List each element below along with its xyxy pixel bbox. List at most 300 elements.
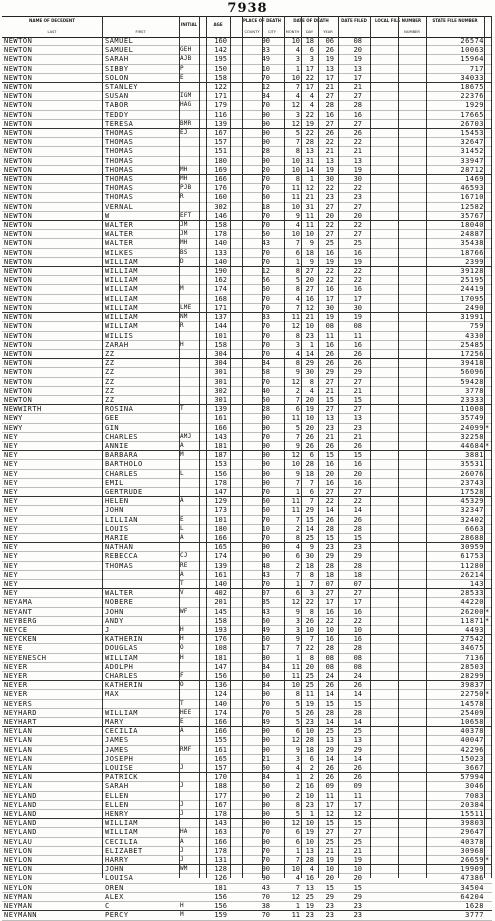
first-name: WILLIAM xyxy=(105,267,139,276)
initials: WM xyxy=(180,865,188,873)
date-filed: 24 xyxy=(353,672,362,681)
death-day: 8 xyxy=(309,570,314,579)
county-code: 43 xyxy=(261,883,270,892)
last-name: NEWTON xyxy=(4,276,33,285)
table-row xyxy=(2,230,492,239)
death-day: 13 xyxy=(305,846,314,855)
death-month: 3 xyxy=(295,754,300,763)
initials: MH xyxy=(180,175,188,183)
death-day: 23 xyxy=(305,911,314,920)
first-name: THOMAS xyxy=(105,156,134,165)
last-name: NEYLAN xyxy=(4,736,33,745)
death-day: 26 xyxy=(305,616,314,625)
county-code: 70 xyxy=(261,892,270,901)
table-row xyxy=(2,111,492,120)
first-name: THOMAS xyxy=(105,184,134,193)
death-month: 9 xyxy=(295,745,300,754)
initials: F xyxy=(180,672,184,680)
death-year: 30 xyxy=(325,303,334,312)
initials: AMJ xyxy=(180,432,192,440)
death-month: 10 xyxy=(291,156,300,165)
table-row xyxy=(2,120,492,129)
county-code: 90 xyxy=(261,469,270,478)
last-name: NEWTON xyxy=(4,101,33,110)
first-name: TEDDY xyxy=(105,110,129,119)
death-day: 1 xyxy=(309,175,314,184)
table-row xyxy=(2,635,492,644)
table-row xyxy=(2,838,492,847)
table-row xyxy=(2,184,492,193)
header-month: MONTH xyxy=(285,30,300,34)
table-row xyxy=(2,911,492,920)
first-name: WILLIAM xyxy=(105,294,139,303)
death-month: 7 xyxy=(295,395,300,404)
date-filed: 29 xyxy=(353,745,362,754)
death-year: 15 xyxy=(325,395,334,404)
death-year: 28 xyxy=(325,708,334,717)
last-name: NEWTON xyxy=(4,267,33,276)
death-year: 26 xyxy=(325,359,334,368)
county-code: 70 xyxy=(261,377,270,386)
age: 166 xyxy=(214,533,227,542)
death-day: 28 xyxy=(305,138,314,147)
age: 174 xyxy=(214,552,227,561)
death-year: 26 xyxy=(325,773,334,782)
death-month: 11 xyxy=(291,911,300,920)
date-filed: 22 xyxy=(353,276,362,285)
table-row xyxy=(2,819,492,828)
death-month: 11 xyxy=(291,497,300,506)
age: 304 xyxy=(214,359,227,368)
initials: J xyxy=(180,782,184,790)
age: 146 xyxy=(214,211,227,220)
county-code: 90 xyxy=(261,791,270,800)
county-code: 33 xyxy=(261,46,270,55)
initials: M xyxy=(180,451,184,459)
death-year: 19 xyxy=(325,856,334,865)
date-filed: 13 xyxy=(353,414,362,423)
last-name: NEYCKEN xyxy=(4,635,38,644)
death-day: 11 xyxy=(305,211,314,220)
date-filed: 27 xyxy=(353,119,362,128)
table-row xyxy=(2,782,492,791)
first-name: CHARLES xyxy=(105,672,139,681)
death-day: 6 xyxy=(309,754,314,763)
age: 139 xyxy=(214,119,227,128)
date-filed: 25 xyxy=(353,837,362,846)
death-year: 23 xyxy=(325,543,334,552)
last-name: NEWTON xyxy=(4,386,33,395)
death-month: 8 xyxy=(295,147,300,156)
state-file-number: 23333 xyxy=(460,395,484,404)
initials: E xyxy=(180,73,184,81)
table-row xyxy=(2,74,492,83)
table-row xyxy=(2,571,492,580)
last-name: NEWY xyxy=(4,414,23,423)
county-code: 70 xyxy=(261,432,270,441)
last-name: NEWTON xyxy=(4,322,33,331)
death-month: 12 xyxy=(291,819,300,828)
death-month: 1 xyxy=(295,64,300,73)
table-row xyxy=(2,626,492,635)
date-filed: 07 xyxy=(353,579,362,588)
date-filed: 21 xyxy=(353,846,362,855)
state-file-number: 26703 xyxy=(460,119,484,128)
state-file-number: 35531 xyxy=(460,460,484,469)
table-row xyxy=(2,460,492,469)
death-month: 5 xyxy=(295,708,300,717)
state-file-number: 24099 xyxy=(460,423,484,432)
county-code: 70 xyxy=(261,828,270,837)
column-header xyxy=(2,16,492,38)
death-year: 15 xyxy=(325,883,334,892)
death-day: 23 xyxy=(305,718,314,727)
death-month: 8 xyxy=(295,331,300,340)
death-month: 12 xyxy=(291,322,300,331)
last-name: NEWTON xyxy=(4,138,33,147)
county-code: 90 xyxy=(261,552,270,561)
death-day: 25 xyxy=(305,892,314,901)
death-month: 12 xyxy=(291,892,300,901)
state-file-number: 20384 xyxy=(460,800,484,809)
first-name: DOUGLAS xyxy=(105,644,139,653)
death-month: 5 xyxy=(295,810,300,819)
death-day: 11 xyxy=(305,221,314,230)
table-row xyxy=(2,221,492,230)
initials: WF xyxy=(180,607,188,615)
death-day: 14 xyxy=(305,349,314,358)
county-code: 90 xyxy=(261,460,270,469)
table-row xyxy=(2,497,492,506)
county-code: 90 xyxy=(261,800,270,809)
initials: A xyxy=(180,727,184,735)
initials: A xyxy=(180,441,184,449)
death-year: 28 xyxy=(325,561,334,570)
last-name: NEWTON xyxy=(4,340,33,349)
first-name: HELEN xyxy=(105,497,129,506)
date-filed: 19 xyxy=(353,165,362,174)
death-year: 27 xyxy=(325,377,334,386)
table-row xyxy=(2,83,492,92)
last-name: NEY xyxy=(4,561,19,570)
death-day: 18 xyxy=(305,469,314,478)
age: 163 xyxy=(214,828,227,837)
age: 158 xyxy=(214,616,227,625)
table-row xyxy=(2,239,492,248)
death-day: 21 xyxy=(305,193,314,202)
header-place-of-death: PLACE OF DEATH xyxy=(242,18,282,23)
death-month: 1 xyxy=(295,773,300,782)
county-code: 90 xyxy=(261,865,270,874)
county-code: 70 xyxy=(261,303,270,312)
table-row xyxy=(2,147,492,156)
date-filed: 25 xyxy=(353,239,362,248)
initials: T xyxy=(180,699,184,707)
death-month: 7 xyxy=(295,303,300,312)
last-name: NEWTON xyxy=(4,368,33,377)
date-filed: 27 xyxy=(353,92,362,101)
last-name: NEYER xyxy=(4,690,28,699)
death-year: 25 xyxy=(325,239,334,248)
first-name: MARIE xyxy=(105,533,129,542)
county-code: 90 xyxy=(261,129,270,138)
county-code: 90 xyxy=(261,745,270,754)
table-row xyxy=(2,341,492,350)
death-year: 16 xyxy=(325,635,334,644)
death-year: 28 xyxy=(325,101,334,110)
table-row xyxy=(2,479,492,488)
death-day: 28 xyxy=(305,856,314,865)
state-file-number: 44684 xyxy=(460,441,484,450)
county-code: 90 xyxy=(261,819,270,828)
last-name: NEWTON xyxy=(4,230,33,239)
death-day: 7 xyxy=(309,579,314,588)
state-file-number: 42296 xyxy=(460,745,484,754)
death-year: 13 xyxy=(325,736,334,745)
state-file-number: 34033 xyxy=(460,73,484,82)
first-name: NATHAN xyxy=(105,543,134,552)
first-name: REBECCA xyxy=(105,552,139,561)
death-day: 8 xyxy=(309,377,314,386)
first-name: ANNIE xyxy=(105,441,129,450)
death-day: 22 xyxy=(305,598,314,607)
table-row xyxy=(2,166,492,175)
margin-mark: * xyxy=(485,423,490,432)
table-row xyxy=(2,258,492,267)
date-filed: 15 xyxy=(353,819,362,828)
death-month: 11 xyxy=(291,672,300,681)
last-name: NEYLON xyxy=(4,846,33,855)
state-file-number: 16710 xyxy=(460,193,484,202)
table-row xyxy=(2,672,492,681)
age: 176 xyxy=(214,635,227,644)
death-month: 5 xyxy=(295,276,300,285)
death-day: 6 xyxy=(309,46,314,55)
death-day: 27 xyxy=(305,285,314,294)
death-month: 10 xyxy=(291,73,300,82)
table-row xyxy=(2,129,492,138)
death-month: 12 xyxy=(291,598,300,607)
date-filed: 29 xyxy=(353,368,362,377)
death-year: 16 xyxy=(325,110,334,119)
state-file-number: 31991 xyxy=(460,313,484,322)
state-file-number: 64204 xyxy=(460,892,484,901)
date-filed: 19 xyxy=(353,856,362,865)
last-name: NEY xyxy=(4,506,19,515)
death-month: 10 xyxy=(291,865,300,874)
state-file-number: 47386 xyxy=(460,874,484,883)
death-day: 16 xyxy=(305,782,314,791)
age: 122 xyxy=(214,83,227,92)
state-file-number: 11871 xyxy=(460,616,484,625)
last-name: NEYLAND xyxy=(4,791,38,800)
table-row xyxy=(2,322,492,331)
death-year: 19 xyxy=(325,55,334,64)
death-year: 29 xyxy=(325,892,334,901)
last-name: NEWTON xyxy=(4,83,33,92)
state-file-number: 35767 xyxy=(460,211,484,220)
death-year: 08 xyxy=(325,662,334,671)
death-month: 9 xyxy=(295,211,300,220)
table-row xyxy=(2,506,492,515)
death-day: 20 xyxy=(305,662,314,671)
county-code: 28 xyxy=(261,147,270,156)
table-row xyxy=(2,608,492,617)
initials: H xyxy=(180,902,184,910)
first-name: JOHN xyxy=(105,607,124,616)
death-month: 9 xyxy=(295,441,300,450)
initials: L xyxy=(180,524,184,532)
date-filed: 26 xyxy=(353,764,362,773)
last-name: NEYLAN xyxy=(4,773,33,782)
state-file-number: 11280 xyxy=(460,561,484,570)
county-code: 70 xyxy=(261,248,270,257)
age: 302 xyxy=(214,202,227,211)
state-file-number: 32347 xyxy=(460,506,484,515)
death-month: 7 xyxy=(295,432,300,441)
county-code: 60 xyxy=(261,616,270,625)
death-day: 14 xyxy=(305,524,314,533)
date-filed: 16 xyxy=(353,635,362,644)
last-name: NEWTON xyxy=(4,46,33,55)
county-code: 49 xyxy=(261,55,270,64)
death-year: 14 xyxy=(325,506,334,515)
state-file-number: 61753 xyxy=(460,552,484,561)
table-row xyxy=(2,470,492,479)
date-filed: 08 xyxy=(353,322,362,331)
first-name: WALTER xyxy=(105,221,134,230)
date-filed: 14 xyxy=(353,506,362,515)
last-name: NEWWIRTH xyxy=(4,405,42,414)
state-file-number: 3881 xyxy=(465,451,484,460)
state-file-number: 1628 xyxy=(465,902,484,911)
age: 193 xyxy=(214,626,227,634)
table-row xyxy=(2,368,492,377)
death-year: 20 xyxy=(325,469,334,478)
age: 178 xyxy=(214,810,227,819)
first-name: JOHN xyxy=(105,506,124,515)
county-code: 90 xyxy=(261,543,270,552)
first-name: GIN xyxy=(105,423,120,432)
age: 137 xyxy=(214,313,227,322)
table-row xyxy=(2,589,492,598)
county-code: 70 xyxy=(261,349,270,358)
age: 161 xyxy=(214,570,227,579)
first-name: WILLIAM xyxy=(105,276,139,285)
death-year: 26 xyxy=(325,349,334,358)
last-name: NEWTON xyxy=(4,239,33,248)
date-filed: 27 xyxy=(353,377,362,386)
age: 174 xyxy=(214,708,227,717)
death-month: 5 xyxy=(295,718,300,727)
death-year: 28 xyxy=(325,524,334,533)
date-filed: 17 xyxy=(353,800,362,809)
header-date-of-death: DATE OF DEATH xyxy=(293,18,329,23)
death-year: 22 xyxy=(325,184,334,193)
death-year: 24 xyxy=(325,672,334,681)
age: 140 xyxy=(214,257,227,266)
table-row xyxy=(2,847,492,856)
state-file-number: 11008 xyxy=(460,405,484,414)
first-name: J xyxy=(105,626,110,634)
death-month: 10 xyxy=(291,230,300,239)
date-filed: 16 xyxy=(353,340,362,349)
age: 195 xyxy=(214,55,227,64)
death-month: 8 xyxy=(295,533,300,542)
table-row xyxy=(2,138,492,147)
death-year: 25 xyxy=(325,727,334,736)
age: 139 xyxy=(214,561,227,570)
state-file-number: 3046 xyxy=(465,782,484,791)
table-row xyxy=(2,55,492,64)
state-file-number: 18040 xyxy=(460,221,484,230)
date-filed: 19 xyxy=(353,313,362,322)
age: 129 xyxy=(214,497,227,506)
death-month: 12 xyxy=(291,377,300,386)
first-name: SOLON xyxy=(105,73,129,82)
death-year: 26 xyxy=(325,515,334,524)
last-name: NEWTON xyxy=(4,55,33,64)
death-year: 27 xyxy=(325,589,334,598)
first-name: THOMAS xyxy=(105,165,134,174)
state-file-number: 34504 xyxy=(460,883,484,892)
county-code: 12 xyxy=(261,267,270,276)
county-code: 70 xyxy=(261,340,270,349)
last-name: NEYLAN xyxy=(4,745,33,754)
death-month: 10 xyxy=(291,37,300,45)
death-month: 8 xyxy=(295,175,300,184)
county-code: 70 xyxy=(261,294,270,303)
last-name: NEWTON xyxy=(4,110,33,119)
date-filed: 22 xyxy=(353,616,362,625)
death-month: 4 xyxy=(295,543,300,552)
state-file-number: 22376 xyxy=(460,92,484,101)
table-row xyxy=(2,175,492,184)
age: 158 xyxy=(214,221,227,230)
death-day: 19 xyxy=(305,902,314,911)
death-day: 30 xyxy=(305,552,314,561)
death-day: 16 xyxy=(305,874,314,883)
first-name: SAMUEL xyxy=(105,37,134,45)
initials: H xyxy=(180,635,184,643)
first-name: WALTER xyxy=(105,239,134,248)
death-year: 15 xyxy=(325,533,334,542)
last-name: NEYLAND xyxy=(4,800,38,809)
death-year: 26 xyxy=(325,681,334,690)
age: 128 xyxy=(214,865,227,874)
state-file-number: 1929 xyxy=(465,101,484,110)
date-filed: 15 xyxy=(353,533,362,542)
age: 166 xyxy=(214,718,227,727)
last-name: NEWTON xyxy=(4,156,33,165)
age: 140 xyxy=(214,239,227,248)
age: 156 xyxy=(214,672,227,681)
county-code: 90 xyxy=(261,110,270,119)
initials: H xyxy=(180,340,184,348)
date-filed: 11 xyxy=(353,331,362,340)
state-file-number: 30959 xyxy=(460,543,484,552)
death-month: 2 xyxy=(295,782,300,791)
table-row xyxy=(2,387,492,396)
first-name: ADOLPH xyxy=(105,662,134,671)
death-year: 23 xyxy=(325,423,334,432)
date-filed: 17 xyxy=(353,73,362,82)
last-name: NEY xyxy=(4,432,19,441)
header-age: AGE xyxy=(213,22,223,27)
death-month: 10 xyxy=(291,165,300,174)
state-file-number: 24419 xyxy=(460,285,484,294)
county-code: 90 xyxy=(261,423,270,432)
